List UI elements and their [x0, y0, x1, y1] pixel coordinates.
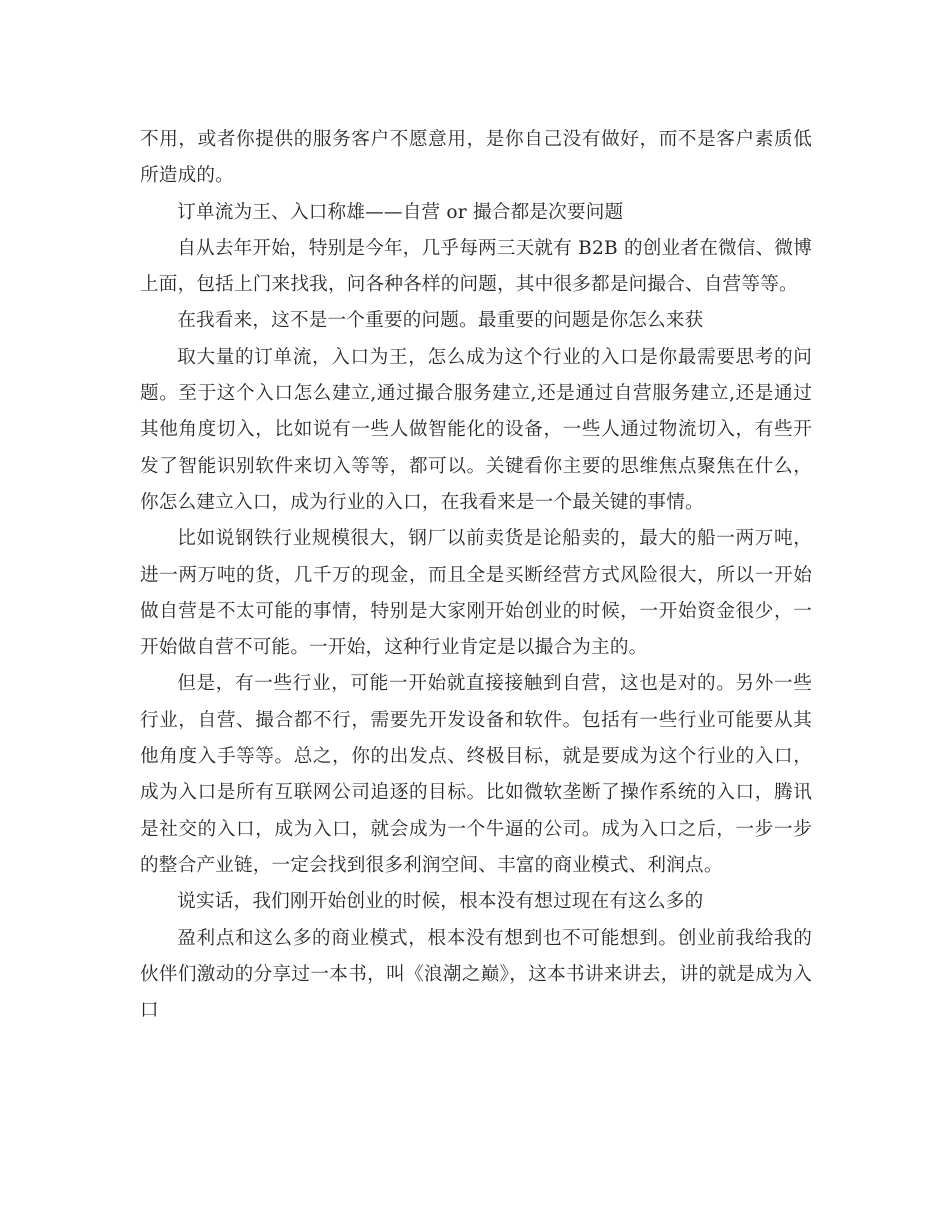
paragraph: 但是，有一些行业，可能一开始就直接接触到自营，这也是对的。另外一些行业，自营、撮合都不行，需要先开发设备和软件。包括有一些行业可能要从其他角度入手等等。总之，你的出发点、终极目标，就是要成为这个行业的入口，成为入口是所有互联网公司追逐的目标。比如微软垄断了操作系统的入口，腾讯是社交的入口，成为入口，就会成为一个牛逼的公司。成为入口之后，一步一步的整合产业链，一定会找到很多利润空间、丰富的商业模式、利润点。 [140, 673, 812, 876]
paragraph: 比如说钢铁行业规模很大，钢厂以前卖货是论船卖的，最大的船一两万吨，进一两万吨的货，几千万的现金，而且全是买断经营方式风险很大，所以一开始做自营是不太可能的事情，特别是大家刚开始创业的时候，一开始资金很少，一开始做自营不可能。一开始，这种行业肯定是以撮合为主的。 [140, 528, 812, 659]
paragraph: 不用，或者你提供的服务客户不愿意用，是你自己没有做好，而不是客户素质低所造成的。 [140, 129, 812, 187]
body-text [140, 122, 812, 1029]
paragraph: 在我看来，这不是一个重要的问题。最重要的问题是你怎么来获 [177, 310, 704, 332]
section-heading: 订单流为王、入口称雄——自营 or 撮合都是次要问题 [177, 201, 624, 223]
paragraph: 自从去年开始，特别是今年，几乎每两三天就有 B2B 的创业者在微信、微博上面，包括上门来找我，问各种各样的问题，其中很多都是问撮合、自营等等。 [140, 237, 812, 296]
paragraph: 取大量的订单流，入口为王，怎么成为这个行业的入口是你最需要思考的问题。至于这个入口怎么建立,通过撮合服务建立,还是通过自营服务建立,还是通过其他角度切入，比如说有一些人做智能化的设备，一些人通过物流切入，有些开发了智能识别软件来切入等等，都可以。关键看你主要的思维焦点聚焦在什么，你怎么建立入口，成为行业的入口，在我看来是一个最关键的事情。 [140, 346, 812, 513]
paragraph: 说实话，我们刚开始创业的时候，根本没有想过现在有这么多的 [177, 891, 704, 913]
paragraph: 盈利点和这么多的商业模式，根本没有想到也不可能想到。创业前我给我的伙伴们激动的分享过一本书，叫《浪潮之巅》，这本书讲来讲去，讲的就是成为入口 [140, 927, 812, 1022]
